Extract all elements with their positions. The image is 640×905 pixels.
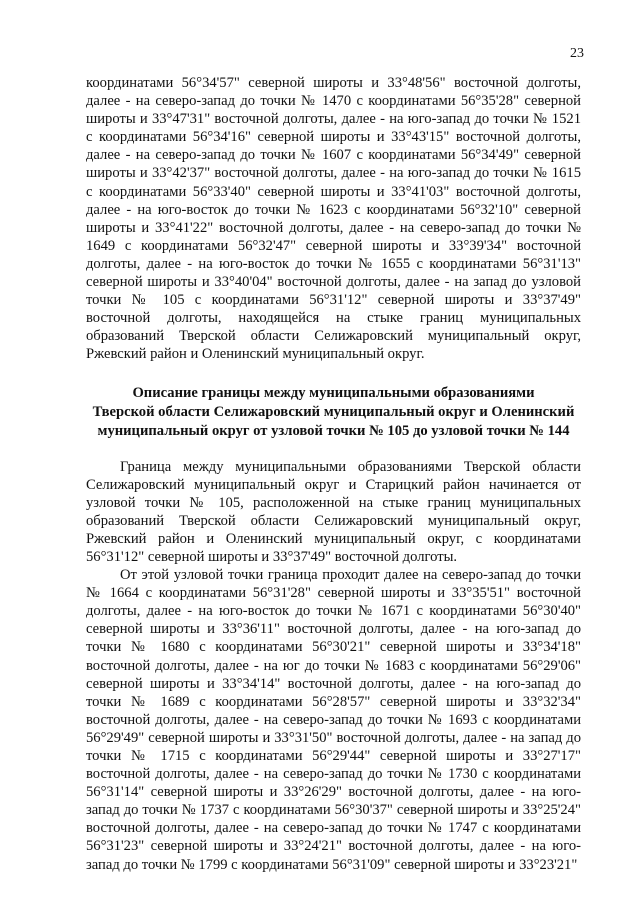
paragraph-boundary-start: Граница между муниципальными образованиями Тверской области Селижаровский муниципальный округ и Старицкий район начинается от узловой точки № 105, расположенной на стыке границ муниципальных образований Тверской области Селижаровский муниципальный округ, Ржевский район и Оленинский муниципальный округ, с координатами 56°31'12" северной широты и 33°37'49" восточной долготы. [86, 458, 581, 565]
paragraph-boundary-route: От этой узловой точки граница проходит далее на северо-запад до точки № 1664 с координатами 56°31'28" северной широты и 33°35'51" восточной долготы, далее - на юго-восток до точки № 1671 с координатами 56°30'40" северной широты и 33°36'11" восточной долготы, далее - на юго-запад до точки № 1680 с координатами 56°30'21" северной широты и 33°34'18" восточной долготы, далее - на юг до точки № 1683 с координатами 56°29'06" северной широты и 33°34'14" восточной долготы, далее - на юго-запад до точки № 1689 с координатами 56°28'57" северной широты и 33°32'34" восточной долготы, далее - на северо-запад до точки № 1693 с координатами 56°29'49" северной широты и 33°31'50" восточной долготы, далее - на запад до точки № 1715 с координатами 56°29'44" северной широты и 33°27'17" восточной долготы, далее - на северо-запад до точки № 1730 с координатами 56°31'14" северной широты и 33°26'29" восточной долготы, далее - на юго-запад до точки № 1737 с координатами 56°30'37" северной широты и 33°25'24" восточной долготы, далее - на северо-запад до точки № 1747 с координатами 56°31'23" северной широты и 33°24'21" восточной долготы, далее - на юго-запад до точки № 1799 с координатами 56°31'09" северной широты и 33°23'21" [86, 567, 581, 873]
section-heading [86, 384, 581, 441]
document-body [86, 74, 581, 874]
page-number: 23 [570, 46, 584, 61]
section-heading-line-1: Описание границы между муниципальными образованиями [132, 384, 535, 401]
section-heading-line-3: муниципальный округ от узловой точки № 105 до узловой точки № 144 [97, 422, 570, 439]
paragraph-continuation: координатами 56°34'57" северной широты и 33°48'56" восточной долготы, далее - на северо-запад до точки № 1470 с координатами 56°35'28" северной широты и 33°47'31" восточной долготы, далее - на юго-запад до точки № 1521 с координатами 56°34'16" северной широты и 33°43'15" восточной долготы, далее - на северо-запад до точки № 1607 с координатами 56°34'49" северной широты и 33°42'37" восточной долготы, далее - на юго-запад до точки № 1615 с координатами 56°33'40" северной широты и 33°41'03" восточной долготы, далее - на юго-восток до точки № 1623 с координатами 56°32'10" северной широты и 33°41'22" восточной долготы, далее - на северо-запад до точки № 1649 с координатами 56°32'47" северной широты и 33°39'34" восточной долготы, далее - на юго-восток до точки № 1655 с координатами 56°31'13" северной широты и 33°40'04" восточной долготы, далее - на запад до узловой точки № 105 с координатами 56°31'12" северной широты и 33°37'49" восточной долготы, находящейся на стыке границ муниципальных образований Тверской области Селижаровский муниципальный округ, Ржевский район и Оленинский муниципальный округ. [86, 75, 581, 363]
section-heading-line-2: Тверской области Селижаровский муниципальный округ и Оленинский [92, 403, 575, 420]
